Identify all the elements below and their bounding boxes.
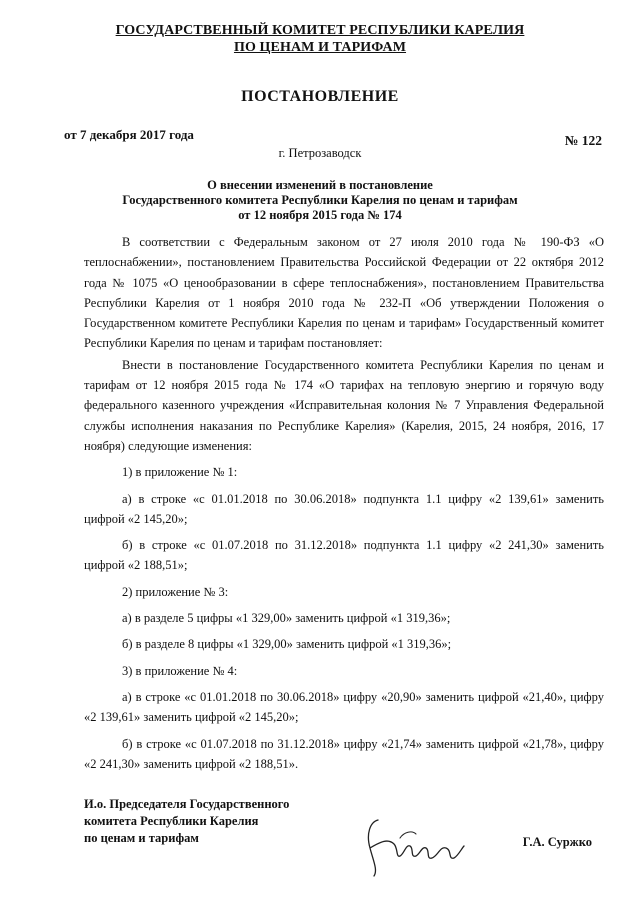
paragraph-item-1a: а) в строке «с 01.01.2018 по 30.06.2018» подпункта 1.1 цифру «2 139,61» заменить цифрой «2 145,20»; bbox=[84, 491, 604, 526]
paragraph-item-2b: б) в разделе 8 цифры «1 329,00» заменить цифрой «1 319,36»; bbox=[122, 637, 452, 652]
org-name-line2: ПО ЦЕНАМ И ТАРИФАМ bbox=[233, 40, 407, 55]
handwritten-signature bbox=[360, 808, 470, 878]
paragraph-item-3: 3) в приложение № 4: bbox=[122, 663, 238, 678]
subject-line3: от 12 ноября 2015 года № 174 bbox=[238, 208, 402, 222]
signatory-name: Г.А. Суржко bbox=[522, 835, 592, 849]
document-date: от 7 декабря 2017 года bbox=[64, 127, 194, 142]
paragraph-item-2a: а) в разделе 5 цифры «1 329,00» заменить цифрой «1 319,36»; bbox=[122, 611, 451, 626]
paragraph-item-1b: б) в строке «с 01.07.2018 по 31.12.2018» подпункта 1.1 цифру «2 241,30» заменить цифрой «2 188,51»; bbox=[84, 538, 604, 573]
paragraph-item-3b: б) в строке «с 01.07.2018 по 31.12.2018» цифру «21,74» заменить цифрой «21,78», цифру «2 241,30» заменить цифрой «2 188,51». bbox=[84, 736, 604, 771]
document-city: г. Петрозаводск bbox=[278, 146, 362, 160]
paragraph-resolution: Внести в постановление Государственного комитета Республики Карелия по ценам и тарифам от 12 ноября 2015 года № 174 «О тарифах на тепловую энергию и горячую воду федерального казенного учреждения «Исправительная колония № 7 Управления Федеральной службы исполнения наказания по Республике Карелия» (Карелия, 2015, 24 ноября, 2016, 17 ноября) следующие изменения: bbox=[84, 357, 604, 453]
document-type-title: ПОСТАНОВЛЕНИЕ bbox=[241, 88, 399, 105]
paragraph-item-2: 2) приложение № 3: bbox=[122, 584, 229, 599]
document-number: № 122 bbox=[564, 133, 602, 148]
signatory-position-line1: И.о. Председателя Государственного bbox=[84, 797, 290, 811]
signatory-position bbox=[84, 796, 289, 847]
subject-line2: Государственного комитета Республики Карелия по ценам и тарифам bbox=[122, 193, 518, 207]
signatory-position-line3: по ценам и тарифам bbox=[84, 831, 199, 845]
document-body bbox=[84, 232, 604, 774]
paragraph-item-1: 1) в приложение № 1: bbox=[122, 465, 238, 480]
paragraph-preamble: В соответствии с Федеральным законом от 27 июля 2010 года № 190-ФЗ «О теплоснабжении», постановлением Правительства Российской Федерации от 22 октября 2012 года № 1075 «О ценообразовании в сфере теплоснабжения», постановлением Правительства Республики Карелия от 1 ноября 2010 года № 232-П «Об утверждении Положения о Государственном комитете Республики Карелия по ценам и тарифам» Государственный комитет Республики Карелия по ценам и тарифам постановляет: bbox=[84, 235, 604, 351]
subject-line1: О внесении изменений в постановление bbox=[207, 178, 433, 192]
signatory-position-line2: комитета Республики Карелия bbox=[84, 814, 259, 828]
org-name-line1: ГОСУДАРСТВЕННЫЙ КОМИТЕТ РЕСПУБЛИКИ КАРЕЛИЯ bbox=[115, 23, 525, 38]
paragraph-item-3a: а) в строке «с 01.01.2018 по 30.06.2018» цифру «20,90» заменить цифрой «21,40», цифру «2 139,61» заменить цифрой «2 145,20»; bbox=[84, 689, 604, 725]
